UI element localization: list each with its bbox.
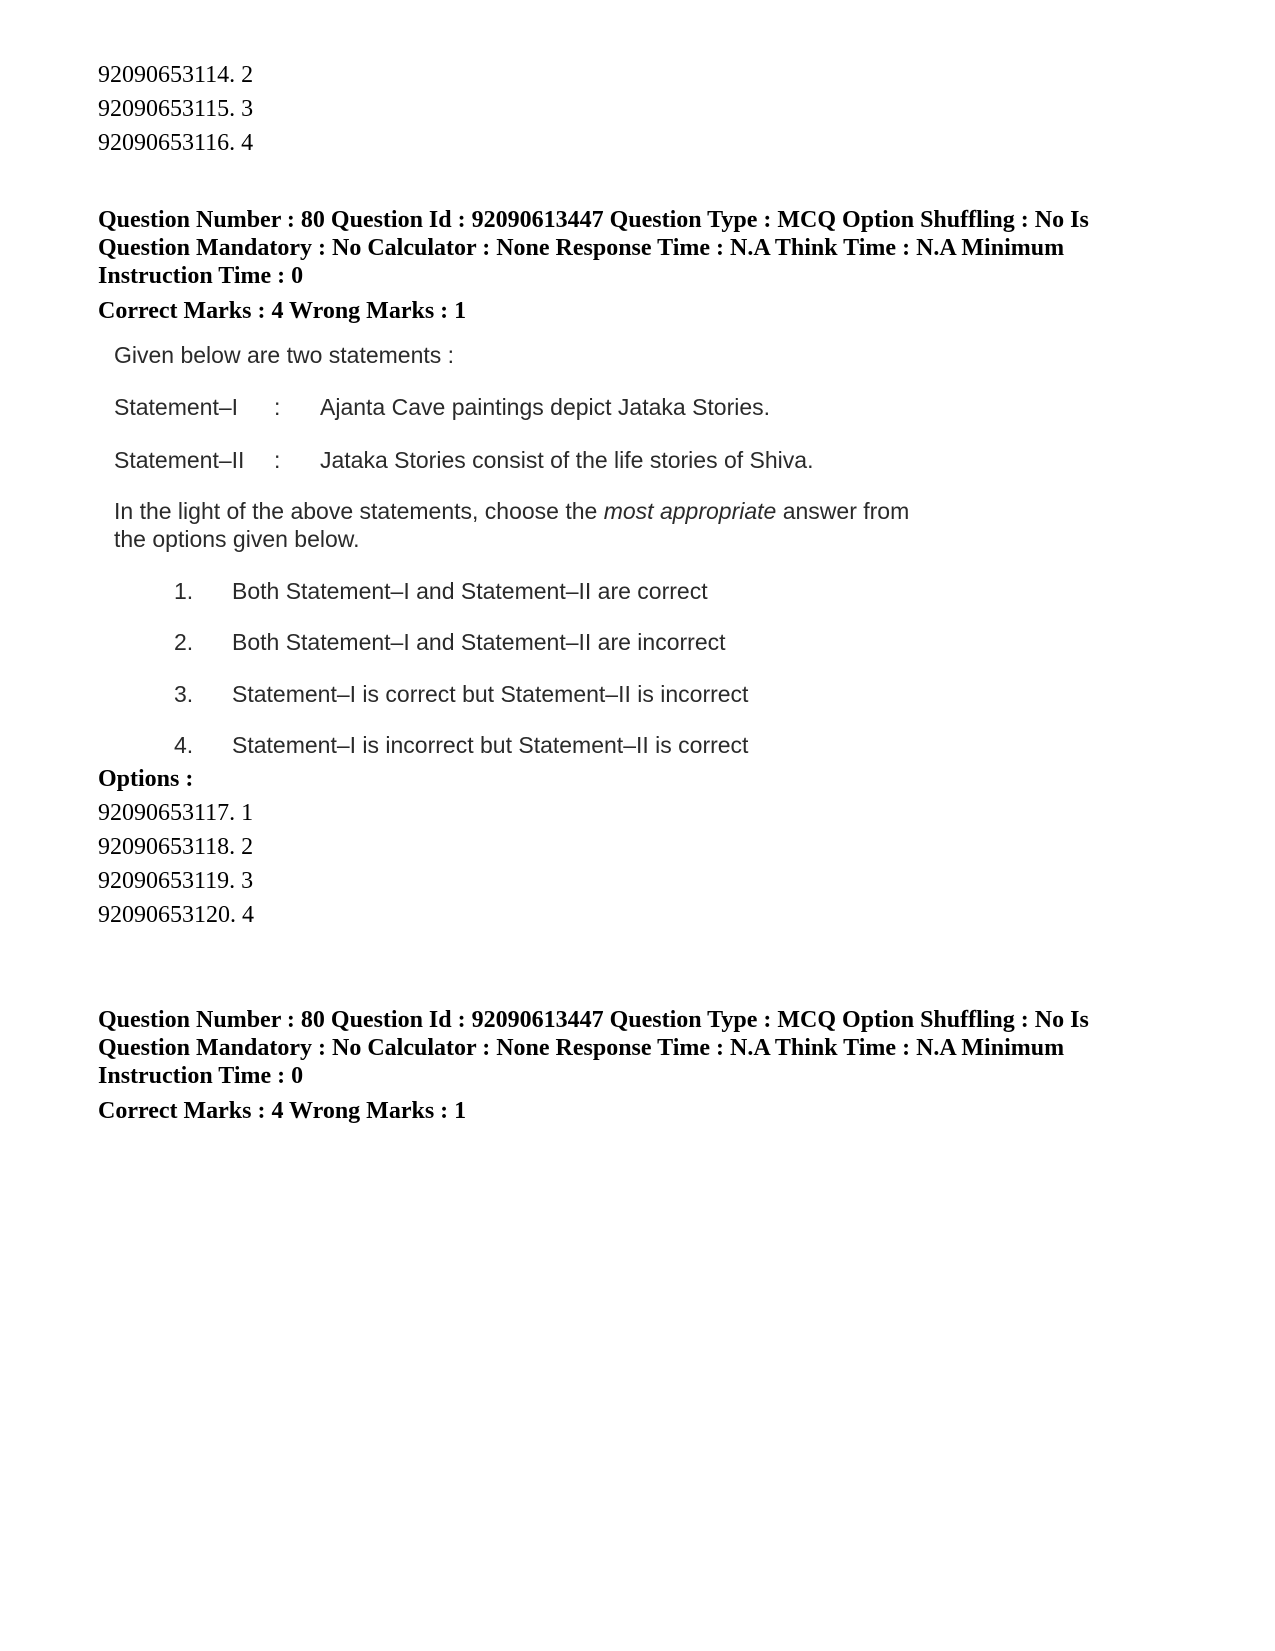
statement-1-label: Statement–I bbox=[114, 394, 239, 420]
question-header-line: Question Mandatory : No Calculator : None Response Time : N.A Think Time : N.A Minimum bbox=[98, 1035, 1065, 1061]
instruction-line-2: the options given below. bbox=[114, 526, 360, 552]
question-header bbox=[98, 206, 1188, 290]
choice-text: Both Statement–I and Statement–II are incorrect bbox=[232, 629, 726, 655]
option-item: 92090653118. 2 bbox=[98, 834, 254, 860]
option-item: 92090653120. 4 bbox=[98, 902, 254, 928]
prev-option-3: 92090653116. 4 bbox=[98, 130, 254, 156]
statement-2-text: Jataka Stories consist of the life stories of Shiva. bbox=[320, 447, 814, 473]
prev-option-2: 92090653115. 3 bbox=[98, 96, 254, 122]
instruction-line-1: In the light of the above statements, choose the most appropriate answer from bbox=[114, 498, 910, 524]
statement-2-separator: : bbox=[274, 447, 281, 473]
question-header-line: Question Mandatory : No Calculator : None Response Time : N.A Think Time : N.A Minimum bbox=[98, 235, 1065, 261]
question-header-line: Instruction Time : 0 bbox=[98, 263, 304, 289]
option-item: 92090653117. 1 bbox=[98, 800, 254, 826]
statement-1-text: Ajanta Cave paintings depict Jataka Stories. bbox=[320, 394, 771, 420]
statement-1-separator: : bbox=[274, 394, 281, 420]
choice-text: Statement–I is correct but Statement–II is incorrect bbox=[232, 681, 749, 707]
option-item: 92090653119. 3 bbox=[98, 868, 254, 894]
choice-number: 1. bbox=[174, 578, 194, 604]
choice-number: 4. bbox=[174, 732, 194, 758]
choice-number: 2. bbox=[174, 629, 194, 655]
statement-2-label: Statement–II bbox=[114, 447, 245, 473]
prev-option-1: 92090653114. 2 bbox=[98, 62, 254, 88]
question-marks: Correct Marks : 4 Wrong Marks : 1 bbox=[98, 298, 467, 324]
question-header-line: Instruction Time : 0 bbox=[98, 1063, 304, 1089]
question-header-line: Question Number : 80 Question Id : 92090613447 Question Type : MCQ Option Shuffling : No Is bbox=[98, 1007, 1089, 1033]
question-header bbox=[98, 1006, 1188, 1090]
options-label: Options : bbox=[98, 766, 194, 792]
choice-text: Statement–I is incorrect but Statement–II is correct bbox=[232, 732, 749, 758]
choice-text: Both Statement–I and Statement–II are correct bbox=[232, 578, 708, 604]
choice-number: 3. bbox=[174, 681, 194, 707]
question-intro: Given below are two statements : bbox=[114, 342, 455, 368]
question-header-line: Question Number : 80 Question Id : 92090613447 Question Type : MCQ Option Shuffling : No Is bbox=[98, 207, 1089, 233]
question-body bbox=[98, 330, 1018, 790]
question-marks: Correct Marks : 4 Wrong Marks : 1 bbox=[98, 1098, 467, 1124]
